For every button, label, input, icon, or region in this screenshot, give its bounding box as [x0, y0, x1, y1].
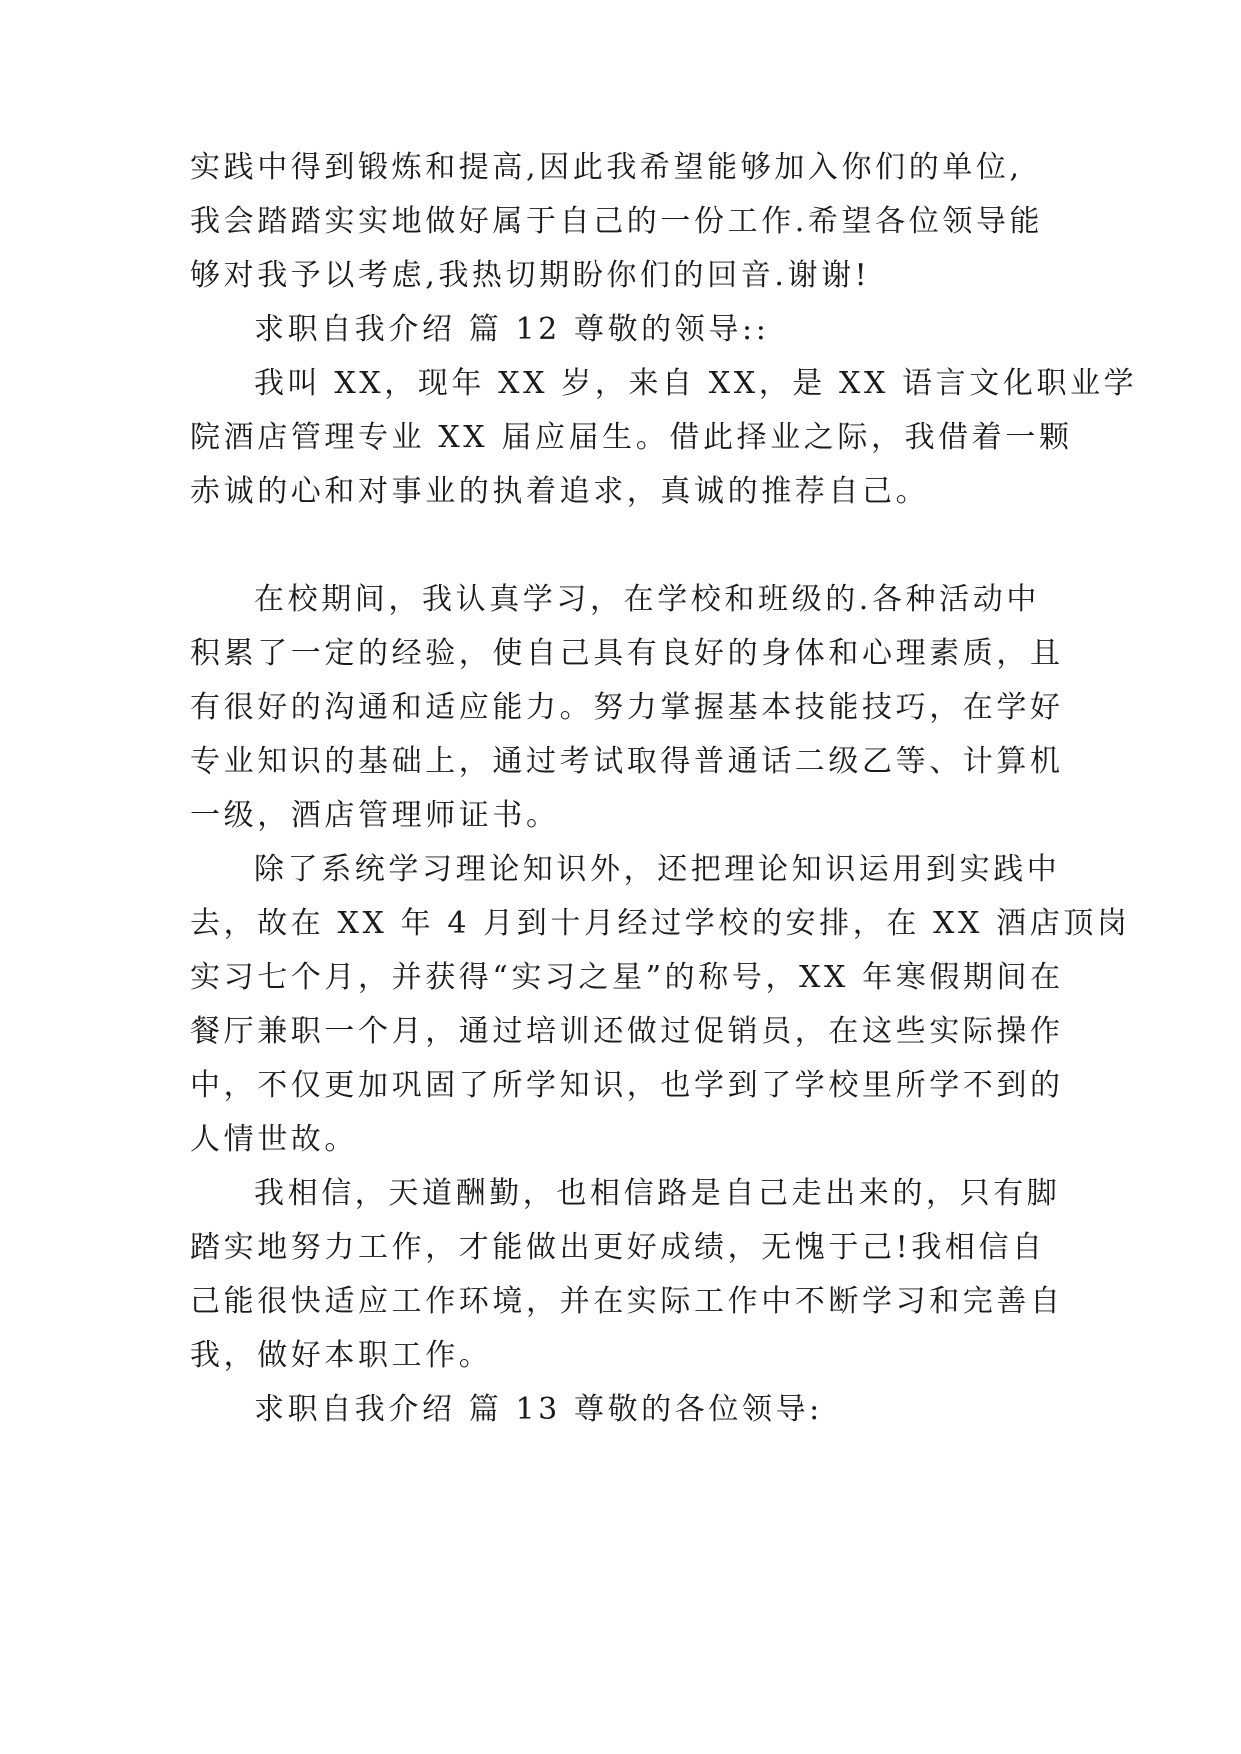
text-line: 己能很快适应工作环境，并在实际工作中不断学习和完善自: [190, 1284, 1064, 1319]
text-line: 踏实地努力工作，才能做出更好成绩，无愧于己!我相信自: [190, 1230, 1046, 1265]
text-line: 一级，酒店管理师证书。: [190, 798, 560, 833]
text-line: 积累了一定的经验，使自己具有良好的身体和心理素质，且: [190, 636, 1064, 671]
text-line: 我叫 XX，现年 XX 岁，来自 XX，是 XX 语言文化职业学: [254, 366, 1138, 401]
text-line: 中，不仅更加巩固了所学知识，也学到了学校里所学不到的: [190, 1068, 1064, 1103]
text-line: 专业知识的基础上，通过考试取得普通话二级乙等、计算机: [190, 744, 1064, 779]
text-line: 院酒店管理专业 XX 届应届生。借此择业之际，我借着一颗: [190, 420, 1073, 455]
text-line: 有很好的沟通和适应能力。努力掌握基本技能技巧，在学好: [190, 690, 1064, 725]
text-line: 在校期间，我认真学习，在学校和班级的.各种活动中: [254, 582, 1040, 617]
text-line: 赤诚的心和对事业的执着追求，真诚的推荐自己。: [190, 474, 930, 509]
text-line: 去，故在 XX 年 4 月到十月经过学校的安排，在 XX 酒店顶岗: [190, 906, 1131, 941]
text-line: 餐厅兼职一个月，通过培训还做过促销员，在这些实际操作: [190, 1014, 1064, 1049]
text-line: 我会踏踏实实地做好属于自己的一份工作.希望各位领导能: [190, 204, 1044, 239]
text-line: 实践中得到锻炼和提高,因此我希望能够加入你们的单位,: [190, 150, 1023, 185]
text-line: 我相信，天道酬勤，也相信路是自己走出来的，只有脚: [254, 1176, 1061, 1211]
text-line: 够对我予以考虑,我热切期盼你们的回音.谢谢!: [190, 258, 871, 293]
text-line: 我，做好本职工作。: [190, 1338, 493, 1373]
text-line: 实习七个月，并获得“实习之星”的称号，XX 年寒假期间在: [190, 960, 1064, 995]
text-line: 除了系统学习理论知识外，还把理论知识运用到实践中: [254, 852, 1061, 887]
section-heading: 求职自我介绍 篇 13 尊敬的各位领导:: [254, 1392, 823, 1427]
text-line: 人情世故。: [190, 1122, 358, 1157]
section-heading: 求职自我介绍 篇 12 尊敬的领导::: [254, 312, 770, 347]
